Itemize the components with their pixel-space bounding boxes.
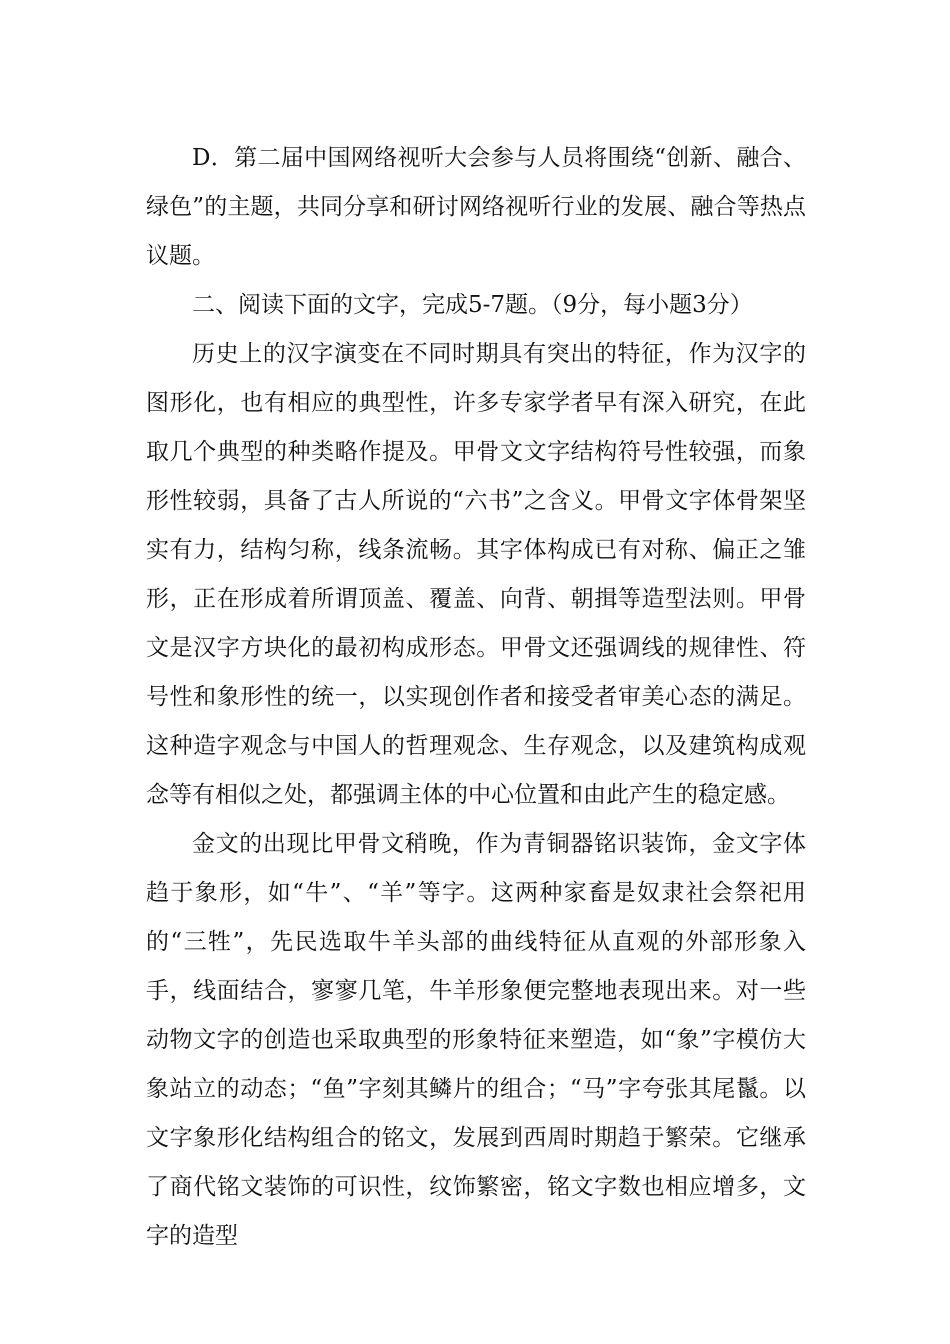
document-page [146, 134, 806, 1261]
body-paragraph-oracle-bone: 历史上的汉字演变在不同时期具有突出的特征，作为汉字的图形化，也有相应的典型性，许多专家学者早有深入研究，在此取几个典型的种类略作提及。甲骨文文字结构符号性较强，而象形性较弱，具备了古人所说的“六书”之含义。甲骨文字体骨架坚实有力，结构匀称，线条流畅。其字体构成已有对称、偏正之雏形，正在形成着所谓顶盖、覆盖、向背、朝揖等造型法则。甲骨文是汉字方块化的最初构成形态。甲骨文还强调线的规律性、符号性和象形性的统一，以实现创作者和接受者审美心态的满足。这种造字观念与中国人的哲理观念、生存观念，以及建筑构成观念等有相似之处，都强调主体的中心位置和由此产生的稳定感。 [146, 341, 806, 808]
section-heading: 二、阅读下面的文字，完成5-7题。（9分，每小题3分） [192, 292, 753, 318]
body-paragraph-bronze-inscription: 金文的出现比甲骨文稍晚，作为青铜器铭识装饰，金文字体趋于象形，如“牛”、“羊”等字。这两种家畜是奴隶社会祭祀用的“三牲”，先民选取牛羊头部的曲线特征从直观的外部形象入手，线面结合，寥寥几笔，牛羊形象便完整地表现出来。对一些动物文字的创造也采取典型的形象特征来塑造，如“象”字模仿大象站立的动态；“鱼”字刻其鳞片的组合；“马”字夸张其尾鬣。以文字象形化结构组合的铭文，发展到西周时期趋于繁荣。它继承了商代铭文装饰的可识性，纹饰繁密，铭文字数也相应增多，文字的造型 [146, 831, 806, 1249]
option-d-paragraph: D．第二届中国网络视听大会参与人员将围绕“创新、融合、绿色”的主题，共同分享和研讨网络视听行业的发展、融合等热点议题。 [146, 145, 806, 269]
